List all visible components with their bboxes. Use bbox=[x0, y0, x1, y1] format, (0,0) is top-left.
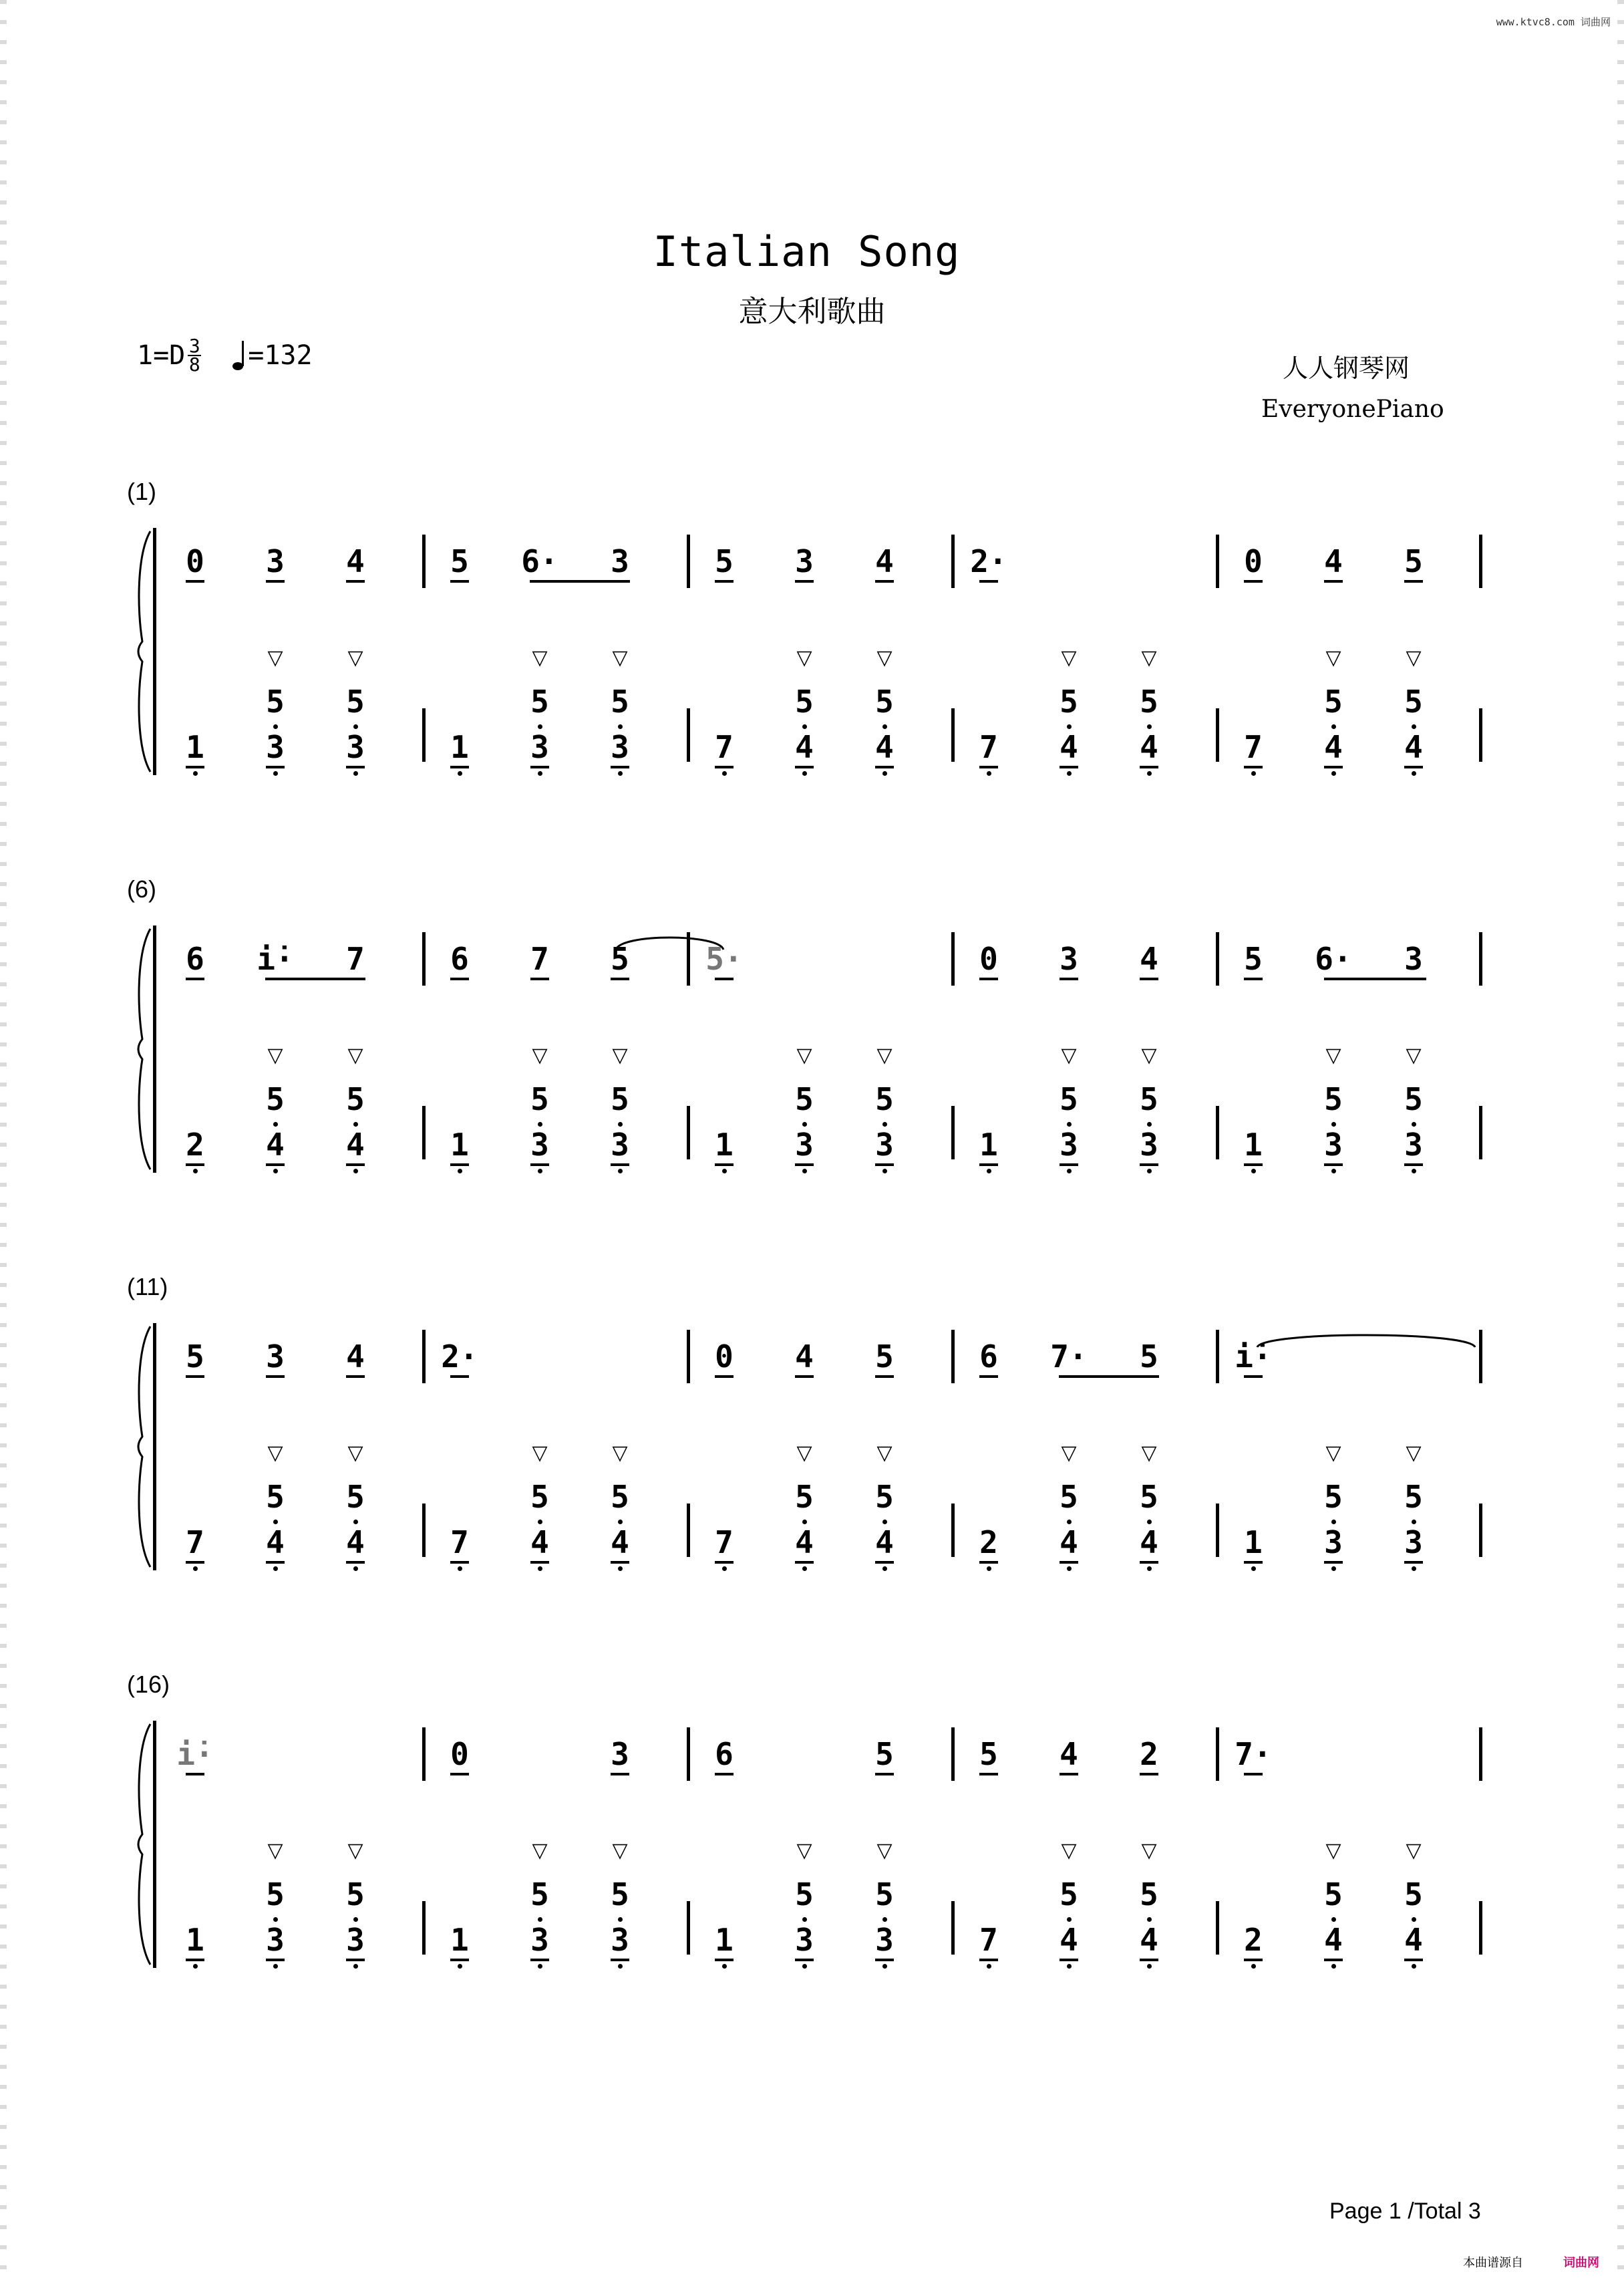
bass-note: 7 bbox=[694, 727, 754, 776]
melody-note: 3 bbox=[245, 541, 305, 583]
barline-lower bbox=[1216, 708, 1219, 762]
chord-note: 5 bbox=[590, 682, 650, 729]
chord-note: 5 bbox=[854, 1874, 915, 1922]
system-number: (6) bbox=[127, 875, 156, 903]
melody-note: i̇· bbox=[165, 1734, 225, 1775]
chord-note: 5 bbox=[1384, 682, 1444, 729]
accent-icon: ▽ bbox=[1061, 1044, 1077, 1066]
melody-note: 0 bbox=[430, 1734, 490, 1775]
barline-lower bbox=[687, 1504, 690, 1557]
bass-note: 1 bbox=[959, 1125, 1019, 1173]
chord-note: 5 bbox=[774, 1874, 834, 1922]
footer-source: 本曲谱源自 bbox=[1463, 2256, 1523, 2269]
barline-lower bbox=[422, 708, 426, 762]
header-url: www.ktvc8.com 词曲网 bbox=[1496, 16, 1611, 28]
bass-note: 1 bbox=[165, 1920, 225, 1969]
bass-note: 3 bbox=[245, 727, 305, 776]
barline-lower bbox=[1216, 1106, 1219, 1159]
credit-site: 人人钢琴网 bbox=[1283, 353, 1410, 383]
barline-upper bbox=[687, 535, 690, 588]
tempo-value: =132 bbox=[248, 340, 313, 371]
melody-note: 5 bbox=[165, 1336, 225, 1378]
bass-note: 3 bbox=[510, 727, 570, 776]
chord-note: 5 bbox=[1303, 1477, 1363, 1524]
melody-note: 6 bbox=[430, 939, 490, 980]
chord-note: 5 bbox=[774, 1079, 834, 1127]
accent-icon: ▽ bbox=[876, 647, 892, 669]
score-title: Italian Song bbox=[653, 227, 961, 276]
chord-note: 5 bbox=[854, 1477, 915, 1524]
bass-note: 3 bbox=[1119, 1125, 1179, 1173]
bass-note: 1 bbox=[430, 1125, 490, 1173]
accent-icon: ▽ bbox=[1325, 647, 1341, 669]
melody-note: 5 bbox=[1223, 939, 1283, 980]
barline-upper bbox=[422, 932, 426, 986]
chord-note: 5 bbox=[245, 1079, 305, 1127]
note-beam bbox=[1059, 1375, 1159, 1378]
accent-icon: ▽ bbox=[1325, 1044, 1341, 1066]
bass-note: 7 bbox=[694, 1522, 754, 1571]
chord-note: 5 bbox=[1119, 1079, 1179, 1127]
barline-lower bbox=[951, 1106, 955, 1159]
bass-note: 4 bbox=[590, 1522, 650, 1571]
bass-note: 4 bbox=[325, 1125, 385, 1173]
quarter-note-icon bbox=[232, 339, 248, 372]
bass-note: 1 bbox=[430, 1920, 490, 1969]
accent-icon: ▽ bbox=[612, 1442, 628, 1464]
bass-note: 3 bbox=[510, 1920, 570, 1969]
bass-note: 1 bbox=[694, 1125, 754, 1173]
barline-lower bbox=[422, 1504, 426, 1557]
chord-note: 5 bbox=[510, 1079, 570, 1127]
melody-note: 3 bbox=[1384, 939, 1444, 980]
melody-note: 3 bbox=[590, 541, 650, 583]
bass-note: 4 bbox=[854, 727, 915, 776]
page-indicator: Page 1 /Total 3 bbox=[1329, 2198, 1481, 2224]
barline-upper bbox=[1216, 535, 1219, 588]
accent-icon: ▽ bbox=[532, 1840, 548, 1862]
chord-note: 5 bbox=[854, 1079, 915, 1127]
bass-note: 4 bbox=[325, 1522, 385, 1571]
chord-note: 5 bbox=[1119, 1874, 1179, 1922]
bass-note: 4 bbox=[510, 1522, 570, 1571]
barline-upper bbox=[1479, 1330, 1482, 1383]
bass-note: 7 bbox=[1223, 727, 1283, 776]
chord-note: 5 bbox=[1384, 1079, 1444, 1127]
barline-lower bbox=[951, 1504, 955, 1557]
chord-note: 5 bbox=[774, 682, 834, 729]
barline-upper bbox=[422, 535, 426, 588]
bass-note: 3 bbox=[590, 1920, 650, 1969]
accent-icon: ▽ bbox=[1061, 1840, 1077, 1862]
melody-note: 4 bbox=[774, 1336, 834, 1378]
system-number: (16) bbox=[127, 1671, 170, 1698]
bass-note: 2 bbox=[959, 1522, 1019, 1571]
melody-note: 5· bbox=[694, 939, 754, 980]
barline-upper bbox=[422, 1330, 426, 1383]
melody-note: 0 bbox=[959, 939, 1019, 980]
chord-note: 5 bbox=[1039, 1079, 1099, 1127]
tie-arc bbox=[615, 931, 725, 954]
melody-note: i̇· bbox=[245, 939, 305, 980]
barline-lower bbox=[951, 1901, 955, 1955]
accent-icon: ▽ bbox=[1061, 647, 1077, 669]
accent-icon: ▽ bbox=[796, 1442, 812, 1464]
footer-site: 词曲网 bbox=[1563, 2256, 1599, 2269]
barline-lower bbox=[1216, 1901, 1219, 1955]
bass-note: 7 bbox=[959, 1920, 1019, 1969]
accent-icon: ▽ bbox=[532, 1044, 548, 1066]
system-brace bbox=[130, 528, 157, 778]
melody-note: 5 bbox=[854, 1336, 915, 1378]
barline-lower bbox=[422, 1106, 426, 1159]
barline-upper bbox=[687, 1330, 690, 1383]
system-brace bbox=[130, 925, 157, 1176]
chord-note: 5 bbox=[325, 1477, 385, 1524]
melody-note: 4 bbox=[1119, 939, 1179, 980]
barline-upper bbox=[1479, 932, 1482, 986]
barline-upper bbox=[422, 1727, 426, 1781]
chord-note: 5 bbox=[854, 682, 915, 729]
accent-icon: ▽ bbox=[267, 1044, 283, 1066]
accent-icon: ▽ bbox=[612, 1840, 628, 1862]
chord-note: 5 bbox=[1384, 1477, 1444, 1524]
chord-note: 5 bbox=[325, 1079, 385, 1127]
bass-note: 1 bbox=[165, 727, 225, 776]
accent-icon: ▽ bbox=[1141, 1840, 1157, 1862]
accent-icon: ▽ bbox=[347, 1840, 363, 1862]
chord-note: 5 bbox=[245, 1874, 305, 1922]
chord-note: 5 bbox=[510, 682, 570, 729]
chord-note: 5 bbox=[325, 682, 385, 729]
key-text: 1=D bbox=[137, 340, 186, 371]
barline-lower bbox=[687, 1901, 690, 1955]
accent-icon: ▽ bbox=[347, 1044, 363, 1066]
accent-icon: ▽ bbox=[612, 1044, 628, 1066]
accent-icon: ▽ bbox=[532, 647, 548, 669]
chord-note: 5 bbox=[1119, 682, 1179, 729]
barline-upper bbox=[1479, 535, 1482, 588]
melody-note: 6· bbox=[1303, 939, 1363, 980]
bass-note: 4 bbox=[245, 1125, 305, 1173]
barline-lower bbox=[1216, 1504, 1219, 1557]
chord-note: 5 bbox=[510, 1477, 570, 1524]
melody-note: 4 bbox=[1039, 1734, 1099, 1775]
accent-icon: ▽ bbox=[347, 1442, 363, 1464]
chord-note: 5 bbox=[1303, 682, 1363, 729]
melody-note: 7· bbox=[1223, 1734, 1283, 1775]
bass-note: 1 bbox=[1223, 1125, 1283, 1173]
chord-note: 5 bbox=[590, 1477, 650, 1524]
melody-note: 5 bbox=[1119, 1336, 1179, 1378]
accent-icon: ▽ bbox=[796, 1840, 812, 1862]
melody-note: 3 bbox=[1039, 939, 1099, 980]
melody-note: 3 bbox=[590, 1734, 650, 1775]
bass-note: 4 bbox=[774, 727, 834, 776]
melody-note: 0 bbox=[1223, 541, 1283, 583]
chord-note: 5 bbox=[590, 1079, 650, 1127]
accent-icon: ▽ bbox=[1406, 1442, 1422, 1464]
bass-note: 3 bbox=[510, 1125, 570, 1173]
chord-note: 5 bbox=[1039, 1874, 1099, 1922]
system-number: (1) bbox=[127, 478, 156, 505]
chord-note: 5 bbox=[1303, 1874, 1363, 1922]
bass-note: 3 bbox=[774, 1920, 834, 1969]
accent-icon: ▽ bbox=[1406, 647, 1422, 669]
bass-note: 3 bbox=[1039, 1125, 1099, 1173]
chord-note: 5 bbox=[1303, 1079, 1363, 1127]
chord-note: 5 bbox=[774, 1477, 834, 1524]
system-brace bbox=[130, 1323, 157, 1574]
melody-note: i̇· bbox=[1223, 1336, 1283, 1378]
chord-note: 5 bbox=[245, 1477, 305, 1524]
melody-note: 4 bbox=[854, 541, 915, 583]
melody-note: 7 bbox=[510, 939, 570, 980]
barline-upper bbox=[951, 932, 955, 986]
bass-note: 1 bbox=[1223, 1522, 1283, 1571]
bass-note: 7 bbox=[959, 727, 1019, 776]
bass-note: 3 bbox=[1303, 1522, 1363, 1571]
chord-note: 5 bbox=[590, 1874, 650, 1922]
bass-note: 3 bbox=[325, 1920, 385, 1969]
barline-lower bbox=[1479, 1504, 1482, 1557]
melody-note: 3 bbox=[245, 1336, 305, 1378]
melody-note: 2 bbox=[1119, 1734, 1179, 1775]
barline-lower bbox=[1479, 1901, 1482, 1955]
bass-note: 4 bbox=[1303, 1920, 1363, 1969]
melody-note: 5 bbox=[590, 939, 650, 980]
chord-note: 5 bbox=[1039, 682, 1099, 729]
melody-note: 4 bbox=[1303, 541, 1363, 583]
melody-note: 6 bbox=[694, 1734, 754, 1775]
barline-lower bbox=[951, 708, 955, 762]
chord-note: 5 bbox=[1039, 1477, 1099, 1524]
accent-icon: ▽ bbox=[267, 1840, 283, 1862]
bass-note: 7 bbox=[165, 1522, 225, 1571]
melody-note: 7 bbox=[325, 939, 385, 980]
melody-note: 5 bbox=[430, 541, 490, 583]
barline-upper bbox=[1216, 1727, 1219, 1781]
bass-note: 3 bbox=[590, 1125, 650, 1173]
chord-note: 5 bbox=[325, 1874, 385, 1922]
bass-note: 4 bbox=[1039, 1920, 1099, 1969]
score-subtitle: 意大利歌曲 bbox=[738, 295, 886, 329]
barline-upper bbox=[1479, 1727, 1482, 1781]
accent-icon: ▽ bbox=[267, 647, 283, 669]
bass-note: 4 bbox=[1039, 727, 1099, 776]
time-signature bbox=[188, 337, 201, 374]
bass-note: 4 bbox=[1384, 727, 1444, 776]
bass-note: 7 bbox=[430, 1522, 490, 1571]
chord-note: 5 bbox=[1119, 1477, 1179, 1524]
accent-icon: ▽ bbox=[1141, 1044, 1157, 1066]
credit-brand: EveryonePiano bbox=[1261, 396, 1444, 423]
accent-icon: ▽ bbox=[1406, 1044, 1422, 1066]
bass-note: 4 bbox=[1303, 727, 1363, 776]
barline-lower bbox=[687, 708, 690, 762]
accent-icon: ▽ bbox=[347, 647, 363, 669]
barline-upper bbox=[1216, 1330, 1219, 1383]
key-signature bbox=[137, 337, 313, 374]
barline-upper bbox=[1216, 932, 1219, 986]
chord-note: 5 bbox=[510, 1874, 570, 1922]
bass-note: 4 bbox=[1119, 1522, 1179, 1571]
bass-note: 3 bbox=[1303, 1125, 1363, 1173]
accent-icon: ▽ bbox=[612, 647, 628, 669]
chord-note: 5 bbox=[1384, 1874, 1444, 1922]
barline-upper bbox=[951, 1727, 955, 1781]
bass-note: 3 bbox=[590, 727, 650, 776]
barline-upper bbox=[951, 1330, 955, 1383]
melody-note: 6 bbox=[959, 1336, 1019, 1378]
melody-note: 5 bbox=[694, 541, 754, 583]
bass-note: 4 bbox=[1039, 1522, 1099, 1571]
barline-lower bbox=[1479, 1106, 1482, 1159]
melody-note: 5 bbox=[854, 1734, 915, 1775]
melody-note: 4 bbox=[325, 1336, 385, 1378]
bass-note: 3 bbox=[325, 727, 385, 776]
note-beam bbox=[530, 580, 630, 583]
accent-icon: ▽ bbox=[876, 1442, 892, 1464]
bass-note: 4 bbox=[1119, 727, 1179, 776]
bass-note: 3 bbox=[774, 1125, 834, 1173]
accent-icon: ▽ bbox=[1325, 1442, 1341, 1464]
bass-note: 3 bbox=[245, 1920, 305, 1969]
melody-note: 0 bbox=[165, 541, 225, 583]
bass-note: 3 bbox=[854, 1125, 915, 1173]
bass-note: 3 bbox=[1384, 1125, 1444, 1173]
accent-icon: ▽ bbox=[876, 1044, 892, 1066]
melody-note: 4 bbox=[325, 541, 385, 583]
accent-icon: ▽ bbox=[1141, 647, 1157, 669]
bass-note: 3 bbox=[854, 1920, 915, 1969]
bass-note: 1 bbox=[430, 727, 490, 776]
accent-icon: ▽ bbox=[796, 647, 812, 669]
bass-note: 4 bbox=[774, 1522, 834, 1571]
barline-lower bbox=[422, 1901, 426, 1955]
barline-lower bbox=[1479, 708, 1482, 762]
accent-icon: ▽ bbox=[1406, 1840, 1422, 1862]
tie-arc bbox=[1256, 1328, 1476, 1352]
time-denominator: 8 bbox=[188, 353, 200, 376]
chord-note: 5 bbox=[245, 682, 305, 729]
barline-lower bbox=[687, 1106, 690, 1159]
melody-note: 5 bbox=[959, 1734, 1019, 1775]
tempo-marking bbox=[232, 339, 312, 372]
bass-note: 2 bbox=[165, 1125, 225, 1173]
melody-note: 0 bbox=[694, 1336, 754, 1378]
melody-note: 6 bbox=[165, 939, 225, 980]
accent-icon: ▽ bbox=[532, 1442, 548, 1464]
melody-note: 5 bbox=[1384, 541, 1444, 583]
bass-note: 2 bbox=[1223, 1920, 1283, 1969]
accent-icon: ▽ bbox=[796, 1044, 812, 1066]
accent-icon: ▽ bbox=[876, 1840, 892, 1862]
melody-note: 2· bbox=[430, 1336, 490, 1378]
bass-note: 1 bbox=[694, 1920, 754, 1969]
time-numerator: 3 bbox=[188, 335, 200, 357]
melody-note: 3 bbox=[774, 541, 834, 583]
melody-note: 7· bbox=[1039, 1336, 1099, 1378]
melody-note: 6· bbox=[510, 541, 570, 583]
bass-note: 4 bbox=[854, 1522, 915, 1571]
right-edge-pattern bbox=[1617, 0, 1624, 2284]
barline-upper bbox=[951, 535, 955, 588]
barline-upper bbox=[687, 1727, 690, 1781]
bass-note: 3 bbox=[1384, 1522, 1444, 1571]
accent-icon: ▽ bbox=[1061, 1442, 1077, 1464]
bass-note: 4 bbox=[1384, 1920, 1444, 1969]
bass-note: 4 bbox=[1119, 1920, 1179, 1969]
accent-icon: ▽ bbox=[267, 1442, 283, 1464]
accent-icon: ▽ bbox=[1141, 1442, 1157, 1464]
accent-icon: ▽ bbox=[1325, 1840, 1341, 1862]
system-brace bbox=[130, 1721, 157, 1971]
note-beam bbox=[1326, 978, 1426, 980]
system-number: (11) bbox=[127, 1273, 168, 1300]
left-edge-pattern bbox=[0, 0, 7, 2284]
melody-note: 2· bbox=[959, 541, 1019, 583]
note-beam bbox=[265, 978, 365, 980]
bass-note: 4 bbox=[245, 1522, 305, 1571]
